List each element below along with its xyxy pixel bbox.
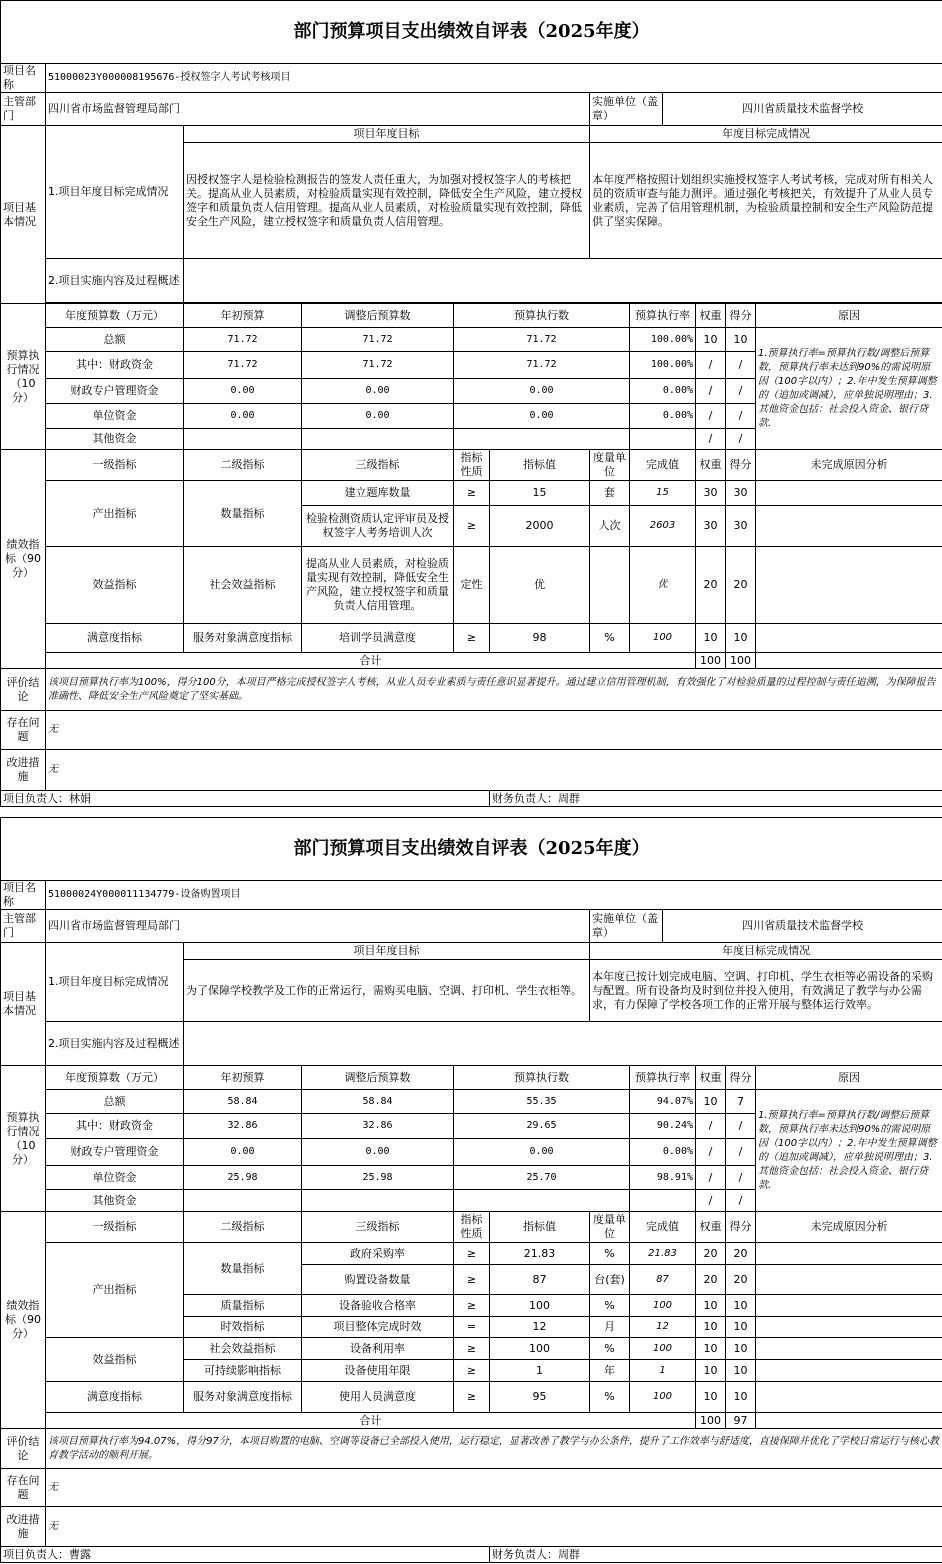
unit-label: 实施单位（盖章） <box>590 93 663 126</box>
budget-cell: 其中：财政资金 <box>46 352 184 379</box>
done-head: 年度目标完成情况 <box>590 943 942 960</box>
issue-label: 存在问题 <box>1 711 46 750</box>
perf-unit: 套 <box>590 481 630 506</box>
budget-cell: / <box>726 379 756 404</box>
budget-head: 年度预算数（万元） <box>46 1066 184 1090</box>
perf-head: 二级指标 <box>184 450 302 481</box>
perf-analysis <box>756 481 942 506</box>
goal-text: 为了保障学校教学及工作的正常运行，需购买电脑、空调、打印机、学生衣柜等。 <box>184 960 590 1022</box>
budget-cell: / <box>726 1190 756 1212</box>
eval-label: 评价结论 <box>1 669 46 711</box>
budget-cell: 55.35 <box>454 1090 630 1114</box>
budget-head: 权重 <box>696 304 726 328</box>
perf-head: 得分 <box>726 450 756 481</box>
perf-target: 优 <box>490 547 590 624</box>
issue-text: 无 <box>46 1469 942 1507</box>
perf-head: 三级指标 <box>302 1212 454 1243</box>
perf-analysis <box>756 1265 942 1295</box>
perf-head: 一级指标 <box>46 450 184 481</box>
budget-cell: 10 <box>696 1090 726 1114</box>
project-name-value: 51000023Y000008195676-授权签字人考试考核项目 <box>46 64 942 93</box>
perf-unit: % <box>590 624 630 653</box>
budget-cell: / <box>726 1166 756 1190</box>
perf-level1: 满意度指标 <box>46 1382 184 1413</box>
budget-cell: 0.00 <box>302 1139 454 1166</box>
issue-text: 无 <box>46 711 942 750</box>
budget-cell: 98.91% <box>630 1166 696 1190</box>
budget-cell: 0.00% <box>630 1139 696 1166</box>
perf-level2: 可持续影响指标 <box>184 1360 302 1382</box>
perf-level1: 产出指标 <box>46 481 184 547</box>
perf-nature: ≥ <box>454 1338 490 1360</box>
perf-target: 12 <box>490 1317 590 1338</box>
budget-cell: 0.00 <box>184 404 302 429</box>
form-title: 部门预算项目支出绩效自评表（2025年度） <box>1 1 942 64</box>
perf-level3: 检验检测资质认定评审员及授权签字人考务培训人次 <box>302 506 454 547</box>
perf-analysis <box>756 506 942 547</box>
budget-cell: 总额 <box>46 328 184 352</box>
perf-weight: 20 <box>696 547 726 624</box>
perf-actual: 100 <box>630 1338 696 1360</box>
perf-nature: ≥ <box>454 1243 490 1265</box>
perf-target: 100 <box>490 1295 590 1317</box>
budget-cell: / <box>726 1139 756 1166</box>
perf-unit: % <box>590 1382 630 1413</box>
perf-level2: 数量指标 <box>184 481 302 547</box>
process-text <box>184 1022 942 1066</box>
budget-cell: 0.00 <box>184 1139 302 1166</box>
perf-analysis <box>756 1360 942 1382</box>
budget-cell: 总额 <box>46 1090 184 1114</box>
perf-level1: 效益指标 <box>46 547 184 624</box>
dept-label: 主管部门 <box>1 910 46 943</box>
budget-head: 原因 <box>756 304 942 328</box>
perf-head: 得分 <box>726 1212 756 1243</box>
perf-target: 1 <box>490 1360 590 1382</box>
perf-target: 2000 <box>490 506 590 547</box>
perf-level3: 提高从业人员素质，对检验质量实现有效控制，降低安全生产风险，建立授权签字和质量负责人信用管理。 <box>302 547 454 624</box>
perf-level3: 项目整体完成时效 <box>302 1317 454 1338</box>
total-weight: 100 <box>696 1413 726 1429</box>
dept-value: 四川省市场监督管理局部门 <box>46 93 590 126</box>
perf-head: 指标值 <box>490 450 590 481</box>
perf-level2: 社会效益指标 <box>184 547 302 624</box>
perf-actual: 100 <box>630 1382 696 1413</box>
perf-target: 15 <box>490 481 590 506</box>
perf-weight: 20 <box>696 1243 726 1265</box>
perf-actual: 100 <box>630 1295 696 1317</box>
budget-cell: 71.72 <box>454 328 630 352</box>
perf-score: 30 <box>726 481 756 506</box>
perf-head: 二级指标 <box>184 1212 302 1243</box>
reason-text: 1.预算执行率=预算执行数/调整后预算数，预算执行率未达到90%的需说明原因（100字以内）；2.年中发生预算调整的（追加或调减），应单独说明理由；3.其他资金包括：社会投入资金、银行贷款. <box>756 328 942 450</box>
budget-cell: 90.24% <box>630 1114 696 1139</box>
perf-analysis <box>756 1295 942 1317</box>
budget-cell <box>630 429 696 450</box>
budget-head: 预算执行率 <box>630 304 696 328</box>
done-head: 年度目标完成情况 <box>590 126 942 143</box>
perf-analysis <box>756 547 942 624</box>
budget-head: 原因 <box>756 1066 942 1090</box>
perf-head: 完成值 <box>630 1212 696 1243</box>
form-title: 部门预算项目支出绩效自评表（2025年度） <box>1 818 942 881</box>
budget-head: 预算执行率 <box>630 1066 696 1090</box>
budget-cell <box>302 429 454 450</box>
budget-label: 预算执行情况（10分） <box>1 1066 46 1212</box>
budget-cell: 0.00 <box>302 404 454 429</box>
budget-cell: / <box>726 1114 756 1139</box>
budget-cell <box>454 429 630 450</box>
budget-cell: / <box>696 1139 726 1166</box>
perf-actual: 2603 <box>630 506 696 547</box>
budget-cell: 32.86 <box>184 1114 302 1139</box>
perf-target: 98 <box>490 624 590 653</box>
perf-score: 10 <box>726 1338 756 1360</box>
perf-nature: ≥ <box>454 1360 490 1382</box>
perf-score: 20 <box>726 547 756 624</box>
goal-head: 项目年度目标 <box>184 943 590 960</box>
total-weight: 100 <box>696 653 726 669</box>
unit-label: 实施单位（盖章） <box>590 910 663 943</box>
perf-level3: 设备利用率 <box>302 1338 454 1360</box>
perf-weight: 10 <box>696 1338 726 1360</box>
perf-nature: ≥ <box>454 1295 490 1317</box>
perf-level1: 产出指标 <box>46 1243 184 1338</box>
total-blank <box>756 653 942 669</box>
budget-cell: 其他资金 <box>46 1190 184 1212</box>
perf-target: 100 <box>490 1338 590 1360</box>
budget-cell: 0.00 <box>302 379 454 404</box>
basic-label: 项目基本情况 <box>1 943 46 1066</box>
perf-unit: 月 <box>590 1317 630 1338</box>
perf-level2: 质量指标 <box>184 1295 302 1317</box>
project-name-label: 项目名称 <box>1 881 46 910</box>
perf-analysis <box>756 624 942 653</box>
perf-score: 20 <box>726 1265 756 1295</box>
perf-score: 10 <box>726 1360 756 1382</box>
budget-cell: 25.98 <box>302 1166 454 1190</box>
perf-unit: % <box>590 1243 630 1265</box>
perf-score: 30 <box>726 506 756 547</box>
perf-weight: 10 <box>696 624 726 653</box>
budget-cell: 0.00 <box>454 379 630 404</box>
perf-weight: 10 <box>696 1382 726 1413</box>
goal-label: 1.项目年度目标完成情况 <box>46 943 184 1022</box>
finance: 财务负责人：周群 <box>490 791 942 807</box>
budget-cell: 10 <box>696 328 726 352</box>
budget-cell: 25.70 <box>454 1166 630 1190</box>
perf-nature: ≥ <box>454 481 490 506</box>
budget-head: 调整后预算数 <box>302 1066 454 1090</box>
perf-nature: 定性 <box>454 547 490 624</box>
budget-cell: 71.72 <box>184 328 302 352</box>
budget-head: 得分 <box>726 1066 756 1090</box>
perf-level2: 时效指标 <box>184 1317 302 1338</box>
process-text <box>184 259 942 303</box>
perf-nature: ≥ <box>454 1265 490 1295</box>
budget-cell: 10 <box>726 328 756 352</box>
done-text: 本年度已按计划完成电脑、空调、打印机、学生衣柜等必需设备的采购与配置。所有设备均及时到位并投入使用，有效满足了教学与办公需求，有力保障了学校各项工作的正常开展与整体运行效率。 <box>590 960 942 1022</box>
perf-weight: 20 <box>696 1265 726 1295</box>
budget-cell: 0.00% <box>630 379 696 404</box>
perf-analysis <box>756 1243 942 1265</box>
budget-cell: 32.86 <box>302 1114 454 1139</box>
goal-label: 1.项目年度目标完成情况 <box>46 126 184 259</box>
budget-cell: / <box>726 429 756 450</box>
perf-analysis <box>756 1382 942 1413</box>
perf-nature: = <box>454 1317 490 1338</box>
perf-head: 权重 <box>696 450 726 481</box>
budget-cell: / <box>696 379 726 404</box>
budget-label: 预算执行情况（10分） <box>1 304 46 450</box>
budget-head: 年初预算 <box>184 1066 302 1090</box>
perf-weight: 30 <box>696 506 726 547</box>
perf-target: 95 <box>490 1382 590 1413</box>
perf-analysis <box>756 1317 942 1338</box>
fix-text: 无 <box>46 1507 942 1547</box>
budget-cell: 单位资金 <box>46 404 184 429</box>
goal-head: 项目年度目标 <box>184 126 590 143</box>
budget-cell: 其中：财政资金 <box>46 1114 184 1139</box>
finance: 财务负责人：周群 <box>490 1547 942 1563</box>
budget-cell: 25.98 <box>184 1166 302 1190</box>
total-score: 97 <box>726 1413 756 1429</box>
perf-actual: 100 <box>630 624 696 653</box>
budget-cell: 0.00 <box>454 1139 630 1166</box>
reason-text: 1.预算执行率=预算执行数/调整后预算数，预算执行率未达到90%的需说明原因（100字以内）；2.年中发生预算调整的（追加或调减），应单独说明理由；3.其他资金包括：社会投入资金、银行贷款. <box>756 1090 942 1212</box>
budget-cell: / <box>696 1190 726 1212</box>
budget-head: 调整后预算数 <box>302 304 454 328</box>
unit-value: 四川省质量技术监督学校 <box>663 93 942 126</box>
perf-level1: 满意度指标 <box>46 624 184 653</box>
budget-head: 得分 <box>726 304 756 328</box>
perf-weight: 10 <box>696 1295 726 1317</box>
process-label: 2.项目实施内容及过程概述 <box>46 1022 184 1066</box>
budget-cell <box>184 1190 302 1212</box>
budget-head: 预算执行数 <box>454 1066 630 1090</box>
perf-level3: 使用人员满意度 <box>302 1382 454 1413</box>
dept-label: 主管部门 <box>1 93 46 126</box>
budget-head: 预算执行数 <box>454 304 630 328</box>
perf-unit: % <box>590 1295 630 1317</box>
total-score: 100 <box>726 653 756 669</box>
budget-cell: 100.00% <box>630 352 696 379</box>
basic-label: 项目基本情况 <box>1 126 46 304</box>
perf-nature: ≥ <box>454 624 490 653</box>
eval-text: 该项目预算执行率为94.07%，得分97分，本项目购置的电脑、空调等设备已全部投入使用，运行稳定，显著改善了教学与办公条件，提升了工作效率与舒适度，直接保障并优化了学校日常运行与核心教育教学活动的顺利开展。 <box>46 1429 942 1469</box>
perf-weight: 30 <box>696 481 726 506</box>
form-table <box>0 817 942 1563</box>
fix-text: 无 <box>46 750 942 791</box>
perf-level3: 购置设备数量 <box>302 1265 454 1295</box>
perf-weight: 10 <box>696 1317 726 1338</box>
perf-label: 绩效指标（90分） <box>1 1212 46 1429</box>
perf-level3: 设备验收合格率 <box>302 1295 454 1317</box>
perf-score: 20 <box>726 1243 756 1265</box>
budget-cell: / <box>696 1114 726 1139</box>
perf-analysis <box>756 1338 942 1360</box>
perf-unit: 台(套) <box>590 1265 630 1295</box>
leader: 项目负责人：曹露 <box>1 1547 490 1563</box>
budget-cell: 7 <box>726 1090 756 1114</box>
perf-score: 10 <box>726 624 756 653</box>
perf-nature: ≥ <box>454 1382 490 1413</box>
perf-head: 未完成原因分析 <box>756 1212 942 1243</box>
budget-cell: 71.72 <box>302 328 454 352</box>
perf-unit <box>590 547 630 624</box>
perf-head: 度量单位 <box>590 1212 630 1243</box>
budget-cell <box>302 1190 454 1212</box>
perf-head: 指标性质 <box>454 450 490 481</box>
perf-level3: 设备使用年限 <box>302 1360 454 1382</box>
perf-head: 权重 <box>696 1212 726 1243</box>
perf-actual: 1 <box>630 1360 696 1382</box>
budget-cell: 100.00% <box>630 328 696 352</box>
budget-cell <box>454 1190 630 1212</box>
fix-label: 改进措施 <box>1 1507 46 1547</box>
perf-unit: % <box>590 1338 630 1360</box>
perf-head: 未完成原因分析 <box>756 450 942 481</box>
leader: 项目负责人：林娟 <box>1 791 490 807</box>
total-blank <box>756 1413 942 1429</box>
budget-head: 权重 <box>696 1066 726 1090</box>
perf-actual: 15 <box>630 481 696 506</box>
budget-cell: / <box>696 352 726 379</box>
perf-head: 三级指标 <box>302 450 454 481</box>
perf-target: 21.83 <box>490 1243 590 1265</box>
project-name-label: 项目名称 <box>1 64 46 93</box>
evaluation-form-2 <box>0 817 942 1564</box>
perf-level2: 服务对象满意度指标 <box>184 1382 302 1413</box>
budget-cell: 71.72 <box>184 352 302 379</box>
perf-level1: 效益指标 <box>46 1338 184 1382</box>
perf-target: 87 <box>490 1265 590 1295</box>
budget-cell: 71.72 <box>302 352 454 379</box>
budget-cell: / <box>726 352 756 379</box>
budget-cell: / <box>696 1166 726 1190</box>
budget-cell: 29.65 <box>454 1114 630 1139</box>
budget-cell: 58.84 <box>184 1090 302 1114</box>
budget-cell: / <box>696 404 726 429</box>
perf-unit: 人次 <box>590 506 630 547</box>
project-name-value: 51000024Y000011134779-设备购置项目 <box>46 881 942 910</box>
perf-score: 10 <box>726 1317 756 1338</box>
perf-level2: 社会效益指标 <box>184 1338 302 1360</box>
perf-actual: 87 <box>630 1265 696 1295</box>
budget-head: 年度预算数（万元） <box>46 304 184 328</box>
perf-head: 指标性质 <box>454 1212 490 1243</box>
eval-label: 评价结论 <box>1 1429 46 1469</box>
budget-cell: / <box>726 404 756 429</box>
budget-cell: 71.72 <box>454 352 630 379</box>
budget-cell: 财政专户管理资金 <box>46 1139 184 1166</box>
perf-head: 度量单位 <box>590 450 630 481</box>
perf-actual: 21.83 <box>630 1243 696 1265</box>
process-label: 2.项目实施内容及过程概述 <box>46 259 184 303</box>
dept-value: 四川省市场监督管理局部门 <box>46 910 590 943</box>
budget-cell: 94.07% <box>630 1090 696 1114</box>
perf-score: 10 <box>726 1295 756 1317</box>
budget-cell: 58.84 <box>302 1090 454 1114</box>
perf-head: 指标值 <box>490 1212 590 1243</box>
fix-label: 改进措施 <box>1 750 46 791</box>
perf-level3: 政府采购率 <box>302 1243 454 1265</box>
total-label: 合计 <box>46 653 696 669</box>
perf-unit: 年 <box>590 1360 630 1382</box>
budget-cell <box>184 429 302 450</box>
budget-head: 年初预算 <box>184 304 302 328</box>
budget-cell: 财政专户管理资金 <box>46 379 184 404</box>
perf-weight: 10 <box>696 1360 726 1382</box>
goal-text: 因授权签字人是检验检测报告的签发人责任重大，为加强对授权签字人的考核把关。提高从业人员素质，对检验质量实现有效控制，降低安全生产风险，建立授权签字和质量负责人信用管理。提高从业人员素质，对检验质量实现有效控制，降低安全生产风险，建立授权签字和质量负责人信用管理。 <box>184 143 590 259</box>
budget-cell: 单位资金 <box>46 1166 184 1190</box>
perf-level2: 服务对象满意度指标 <box>184 624 302 653</box>
budget-cell: 0.00 <box>454 404 630 429</box>
budget-cell: 其他资金 <box>46 429 184 450</box>
budget-cell: / <box>696 429 726 450</box>
perf-head: 完成值 <box>630 450 696 481</box>
done-text: 本年度严格按照计划组织实施授权签字人考试考核，完成对所有相关人员的资质审查与能力测评。通过强化考核把关，有效提升了从业人员专业素质，完善了信用管理机制，为检验质量控制和安全生产风险防范提供了坚实保障。 <box>590 143 942 259</box>
perf-label: 绩效指标（90分） <box>1 450 46 669</box>
issue-label: 存在问题 <box>1 1469 46 1507</box>
perf-head: 一级指标 <box>46 1212 184 1243</box>
unit-value: 四川省质量技术监督学校 <box>663 910 942 943</box>
budget-cell: 0.00 <box>184 379 302 404</box>
perf-nature: ≥ <box>454 506 490 547</box>
total-label: 合计 <box>46 1413 696 1429</box>
perf-actual: 优 <box>630 547 696 624</box>
perf-level3: 建立题库数量 <box>302 481 454 506</box>
perf-score: 10 <box>726 1382 756 1413</box>
eval-text: 该项目预算执行率为100%，得分100分，本项目严格完成授权签字人考核，从业人员专业素质与责任意识显著提升。通过建立信用管理机制，有效强化了对检验质量的过程控制与责任追溯，为保障报告准确性、降低安全生产风险奠定了坚实基础。 <box>46 669 942 711</box>
perf-actual: 12 <box>630 1317 696 1338</box>
perf-level2: 数量指标 <box>184 1243 302 1295</box>
budget-cell <box>630 1190 696 1212</box>
budget-cell: 0.00% <box>630 404 696 429</box>
perf-level3: 培训学员满意度 <box>302 624 454 653</box>
